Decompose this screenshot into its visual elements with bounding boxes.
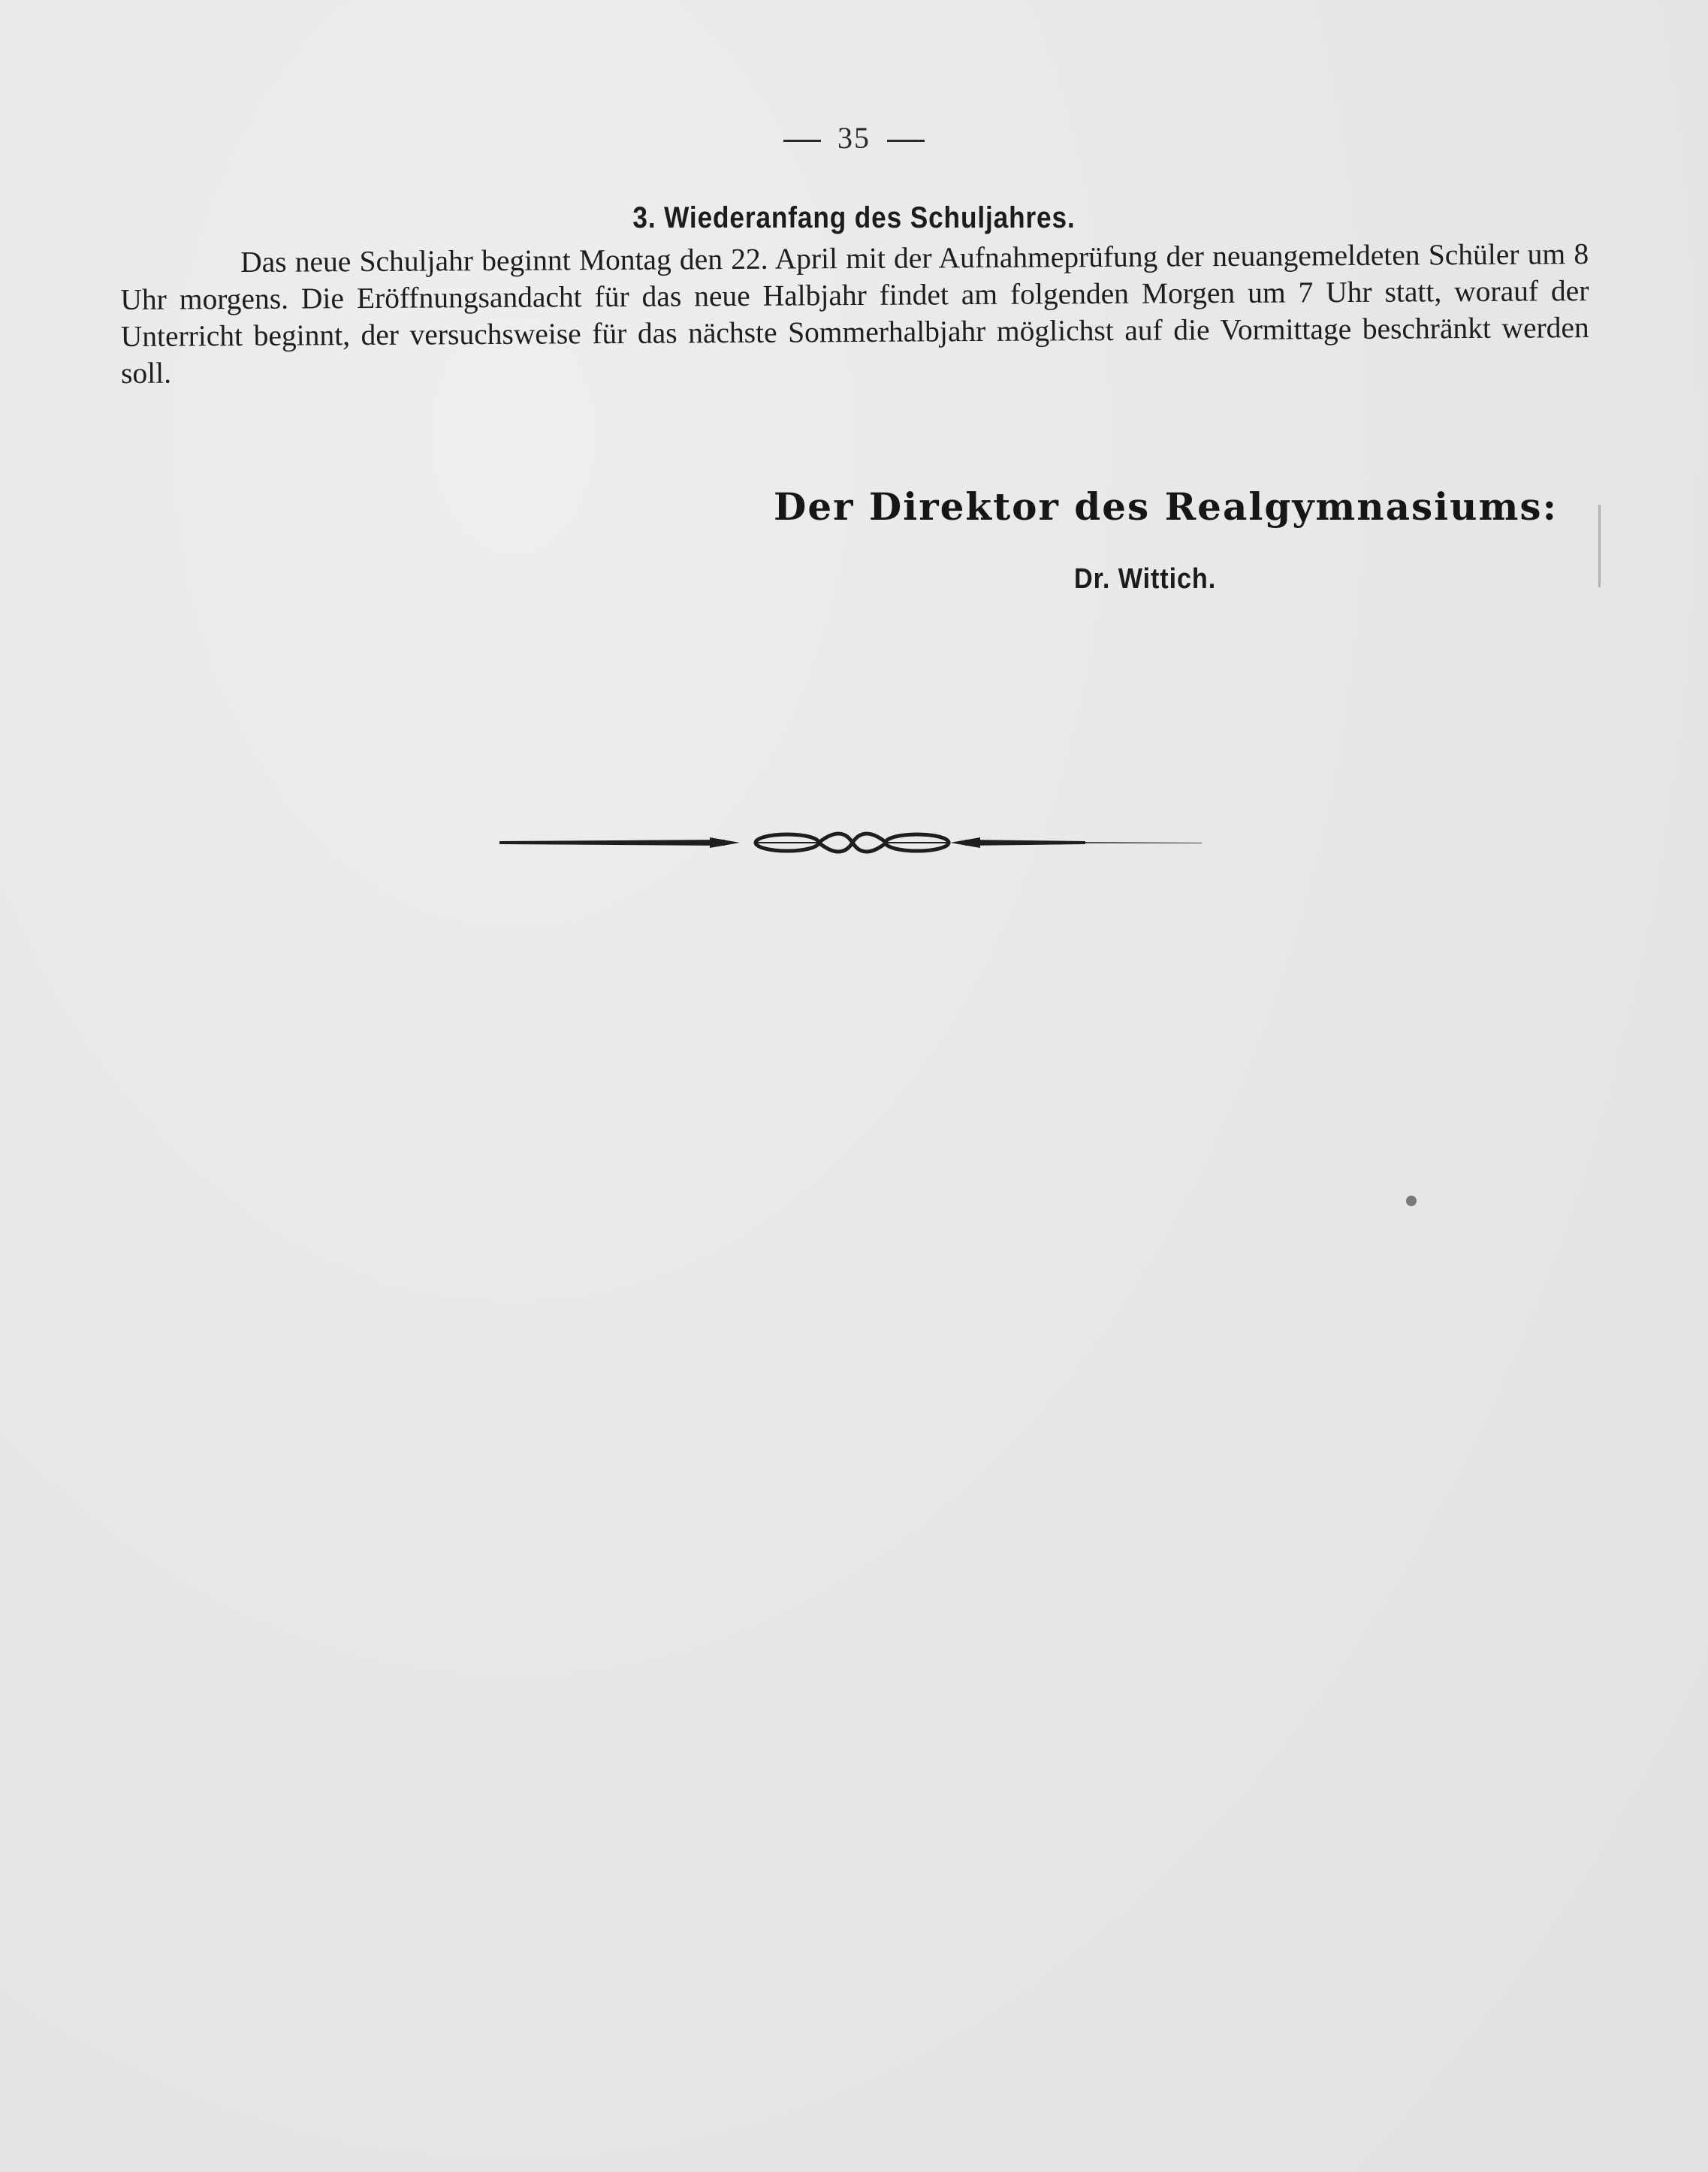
- signature-title: Der Direktor des Realgymnasiums:: [774, 484, 1559, 529]
- ink-speck: [1406, 1196, 1417, 1206]
- decorative-rule-ornament-icon: [499, 825, 1202, 862]
- section-paragraph: Das neue Schuljahr beginnt Montag den 22. April mit der Aufnahmeprüfung der neuangemeldeten Schüler um 8 Uhr morgens. Die Eröffnungsandacht für das neue Halbjahr findet am folgenden Morgen um 7 Uhr statt, worauf der Unterricht beginnt, der versuchsweise für das nächste Sommerhalbjahr möglichst auf die Vormittage beschränkt werden soll.: [120, 237, 1589, 390]
- section-heading: 3. Wiederanfang des Schuljahres.: [632, 201, 1076, 234]
- page-number-value: 35: [837, 121, 871, 155]
- dash-left: [783, 140, 821, 142]
- dash-right: [887, 140, 925, 142]
- signature-name: Dr. Wittich.: [1074, 563, 1217, 595]
- paper-edge-mark: [1598, 505, 1601, 587]
- page-number: [0, 120, 1708, 155]
